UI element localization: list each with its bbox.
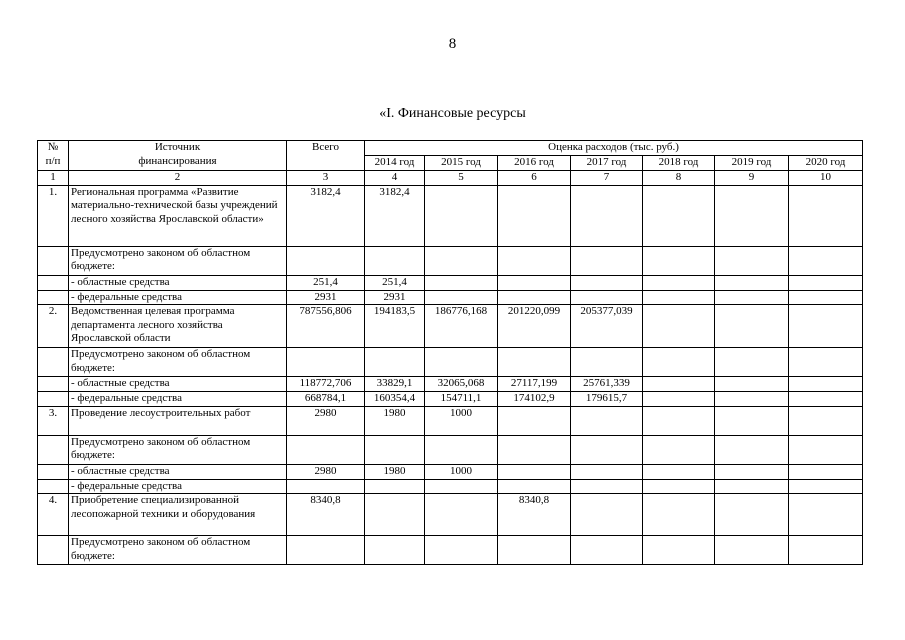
row-2017 — [571, 435, 643, 464]
row-2016 — [498, 290, 571, 305]
row-2020 — [789, 348, 863, 377]
row-2018 — [643, 290, 715, 305]
row-2018 — [643, 305, 715, 348]
row-total: 2980 — [287, 406, 365, 435]
row-num — [38, 536, 69, 565]
row-2015 — [425, 479, 498, 494]
header-source-line1: Источник — [154, 141, 201, 153]
table-row — [38, 464, 863, 479]
row-2020 — [789, 536, 863, 565]
row-total: 118772,706 — [287, 377, 365, 392]
table-row — [38, 290, 863, 305]
row-2015 — [425, 185, 498, 246]
row-2017 — [571, 494, 643, 536]
row-2017: 179615,7 — [571, 392, 643, 407]
table-row — [38, 348, 863, 377]
header-year-2020: 2020 год — [789, 156, 863, 171]
header-total: Всего — [287, 141, 365, 171]
row-num — [38, 377, 69, 392]
row-2019 — [715, 377, 789, 392]
row-2020 — [789, 185, 863, 246]
row-2019 — [715, 536, 789, 565]
section-title: «I. Финансовые ресурсы — [379, 106, 526, 121]
row-source: Предусмотрено законом об областном бюджете: — [69, 246, 287, 275]
row-num — [38, 275, 69, 290]
row-2018 — [643, 392, 715, 407]
table-row — [38, 494, 863, 536]
row-total — [287, 246, 365, 275]
row-source: Проведение лесоустроительных работ — [69, 406, 287, 435]
table-row — [38, 536, 863, 565]
table-row — [38, 479, 863, 494]
row-2019 — [715, 305, 789, 348]
column-number: 2 — [69, 171, 287, 186]
row-2020 — [789, 392, 863, 407]
row-2015 — [425, 435, 498, 464]
row-total: 787556,806 — [287, 305, 365, 348]
row-2020 — [789, 435, 863, 464]
row-total: 2980 — [287, 464, 365, 479]
column-number-row — [38, 171, 863, 186]
row-2014: 160354,4 — [365, 392, 425, 407]
row-2018 — [643, 536, 715, 565]
row-2018 — [643, 246, 715, 275]
row-2015: 154711,1 — [425, 392, 498, 407]
row-source: - федеральные средства — [69, 479, 287, 494]
row-2017: 205377,039 — [571, 305, 643, 348]
row-2014 — [365, 494, 425, 536]
row-2019 — [715, 290, 789, 305]
row-num: 1. — [38, 185, 69, 246]
row-2015: 186776,168 — [425, 305, 498, 348]
table-row — [38, 305, 863, 348]
row-2014: 3182,4 — [365, 185, 425, 246]
row-2019 — [715, 479, 789, 494]
row-2014 — [365, 348, 425, 377]
row-2020 — [789, 290, 863, 305]
row-2020 — [789, 246, 863, 275]
row-2019 — [715, 392, 789, 407]
row-2014 — [365, 435, 425, 464]
table-row — [38, 246, 863, 275]
row-2017 — [571, 536, 643, 565]
row-2014: 1980 — [365, 406, 425, 435]
column-number: 7 — [571, 171, 643, 186]
row-2019 — [715, 435, 789, 464]
header-estimate: Оценка расходов (тыс. руб.) — [365, 141, 863, 156]
column-number: 10 — [789, 171, 863, 186]
row-2016 — [498, 435, 571, 464]
row-num — [38, 479, 69, 494]
table-row — [38, 435, 863, 464]
row-2016 — [498, 275, 571, 290]
row-2016 — [498, 348, 571, 377]
row-source: Приобретение специализированной лесопожарной техники и оборудования — [69, 494, 287, 536]
row-2017 — [571, 464, 643, 479]
header-year-2015: 2015 год — [425, 156, 498, 171]
row-2018 — [643, 377, 715, 392]
header-year-2016: 2016 год — [498, 156, 571, 171]
row-2014 — [365, 536, 425, 565]
row-2016: 201220,099 — [498, 305, 571, 348]
row-total: 8340,8 — [287, 494, 365, 536]
row-2016 — [498, 406, 571, 435]
row-num: 3. — [38, 406, 69, 435]
table-body — [38, 171, 863, 565]
column-number: 1 — [38, 171, 69, 186]
row-total: 3182,4 — [287, 185, 365, 246]
row-source: - областные средства — [69, 275, 287, 290]
row-2014 — [365, 246, 425, 275]
row-num: 4. — [38, 494, 69, 536]
row-2018 — [643, 348, 715, 377]
column-number: 9 — [715, 171, 789, 186]
row-num — [38, 290, 69, 305]
header-num-line2: п/п — [45, 154, 61, 167]
header-year-2014: 2014 год — [365, 156, 425, 171]
header-year-2019: 2019 год — [715, 156, 789, 171]
row-2016: 8340,8 — [498, 494, 571, 536]
row-2017 — [571, 290, 643, 305]
table-row — [38, 185, 863, 246]
row-2014: 33829,1 — [365, 377, 425, 392]
row-source: Предусмотрено законом об областном бюджете: — [69, 435, 287, 464]
column-number: 4 — [365, 171, 425, 186]
row-total: 251,4 — [287, 275, 365, 290]
row-2020 — [789, 494, 863, 536]
row-2014 — [365, 479, 425, 494]
column-number: 8 — [643, 171, 715, 186]
row-source: - федеральные средства — [69, 392, 287, 407]
row-2019 — [715, 406, 789, 435]
row-2016 — [498, 464, 571, 479]
row-2015: 1000 — [425, 464, 498, 479]
row-num — [38, 348, 69, 377]
row-2019 — [715, 246, 789, 275]
row-2015 — [425, 290, 498, 305]
header-row-1 — [38, 141, 863, 156]
row-2016 — [498, 479, 571, 494]
row-2015 — [425, 536, 498, 565]
row-2019 — [715, 275, 789, 290]
row-num — [38, 435, 69, 464]
row-2014: 2931 — [365, 290, 425, 305]
row-2018 — [643, 406, 715, 435]
row-2016 — [498, 185, 571, 246]
row-2020 — [789, 305, 863, 348]
header-year-2017: 2017 год — [571, 156, 643, 171]
row-2019 — [715, 464, 789, 479]
row-total: 668784,1 — [287, 392, 365, 407]
row-2015 — [425, 348, 498, 377]
row-source: - федеральные средства — [69, 290, 287, 305]
financial-resources-table — [37, 140, 863, 565]
row-2020 — [789, 464, 863, 479]
row-2018 — [643, 464, 715, 479]
row-2015 — [425, 275, 498, 290]
row-2018 — [643, 494, 715, 536]
row-total — [287, 479, 365, 494]
table-row — [38, 392, 863, 407]
row-source: - областные средства — [69, 464, 287, 479]
row-2017 — [571, 479, 643, 494]
page-number: 8 — [448, 36, 457, 52]
row-total: 2931 — [287, 290, 365, 305]
row-2017 — [571, 246, 643, 275]
row-2017 — [571, 406, 643, 435]
header-num-line1: № — [47, 141, 59, 153]
row-2018 — [643, 479, 715, 494]
row-total — [287, 435, 365, 464]
row-source: - областные средства — [69, 377, 287, 392]
row-2015 — [425, 246, 498, 275]
row-2016: 27117,199 — [498, 377, 571, 392]
row-2014: 251,4 — [365, 275, 425, 290]
row-total — [287, 536, 365, 565]
header-source — [69, 141, 287, 171]
row-num — [38, 464, 69, 479]
row-2018 — [643, 185, 715, 246]
row-2020 — [789, 275, 863, 290]
row-2016 — [498, 536, 571, 565]
row-total — [287, 348, 365, 377]
row-2019 — [715, 348, 789, 377]
column-number: 6 — [498, 171, 571, 186]
row-num: 2. — [38, 305, 69, 348]
row-2015: 1000 — [425, 406, 498, 435]
row-source: Ведомственная целевая программа департамента лесного хозяйства Ярославской области — [69, 305, 287, 348]
header-source-line2: финансирования — [138, 154, 217, 167]
row-2016 — [498, 246, 571, 275]
row-2015: 32065,068 — [425, 377, 498, 392]
table-row — [38, 377, 863, 392]
column-number: 3 — [287, 171, 365, 186]
header-num — [38, 141, 69, 171]
row-num — [38, 392, 69, 407]
row-2014: 194183,5 — [365, 305, 425, 348]
row-2018 — [643, 275, 715, 290]
row-2019 — [715, 494, 789, 536]
row-source: Предусмотрено законом об областном бюджете: — [69, 536, 287, 565]
row-2016: 174102,9 — [498, 392, 571, 407]
row-2020 — [789, 377, 863, 392]
row-2017 — [571, 348, 643, 377]
row-2019 — [715, 185, 789, 246]
table-row — [38, 406, 863, 435]
row-2015 — [425, 494, 498, 536]
row-num — [38, 246, 69, 275]
row-2020 — [789, 479, 863, 494]
row-2014: 1980 — [365, 464, 425, 479]
column-number: 5 — [425, 171, 498, 186]
table-row — [38, 275, 863, 290]
row-2017: 25761,339 — [571, 377, 643, 392]
row-2017 — [571, 185, 643, 246]
row-2020 — [789, 406, 863, 435]
row-source: Предусмотрено законом об областном бюджете: — [69, 348, 287, 377]
row-source: Региональная программа «Развитие материально-технической базы учреждений лесного хозяйства Ярославской области» — [69, 185, 287, 246]
row-2017 — [571, 275, 643, 290]
header-year-2018: 2018 год — [643, 156, 715, 171]
row-2018 — [643, 435, 715, 464]
